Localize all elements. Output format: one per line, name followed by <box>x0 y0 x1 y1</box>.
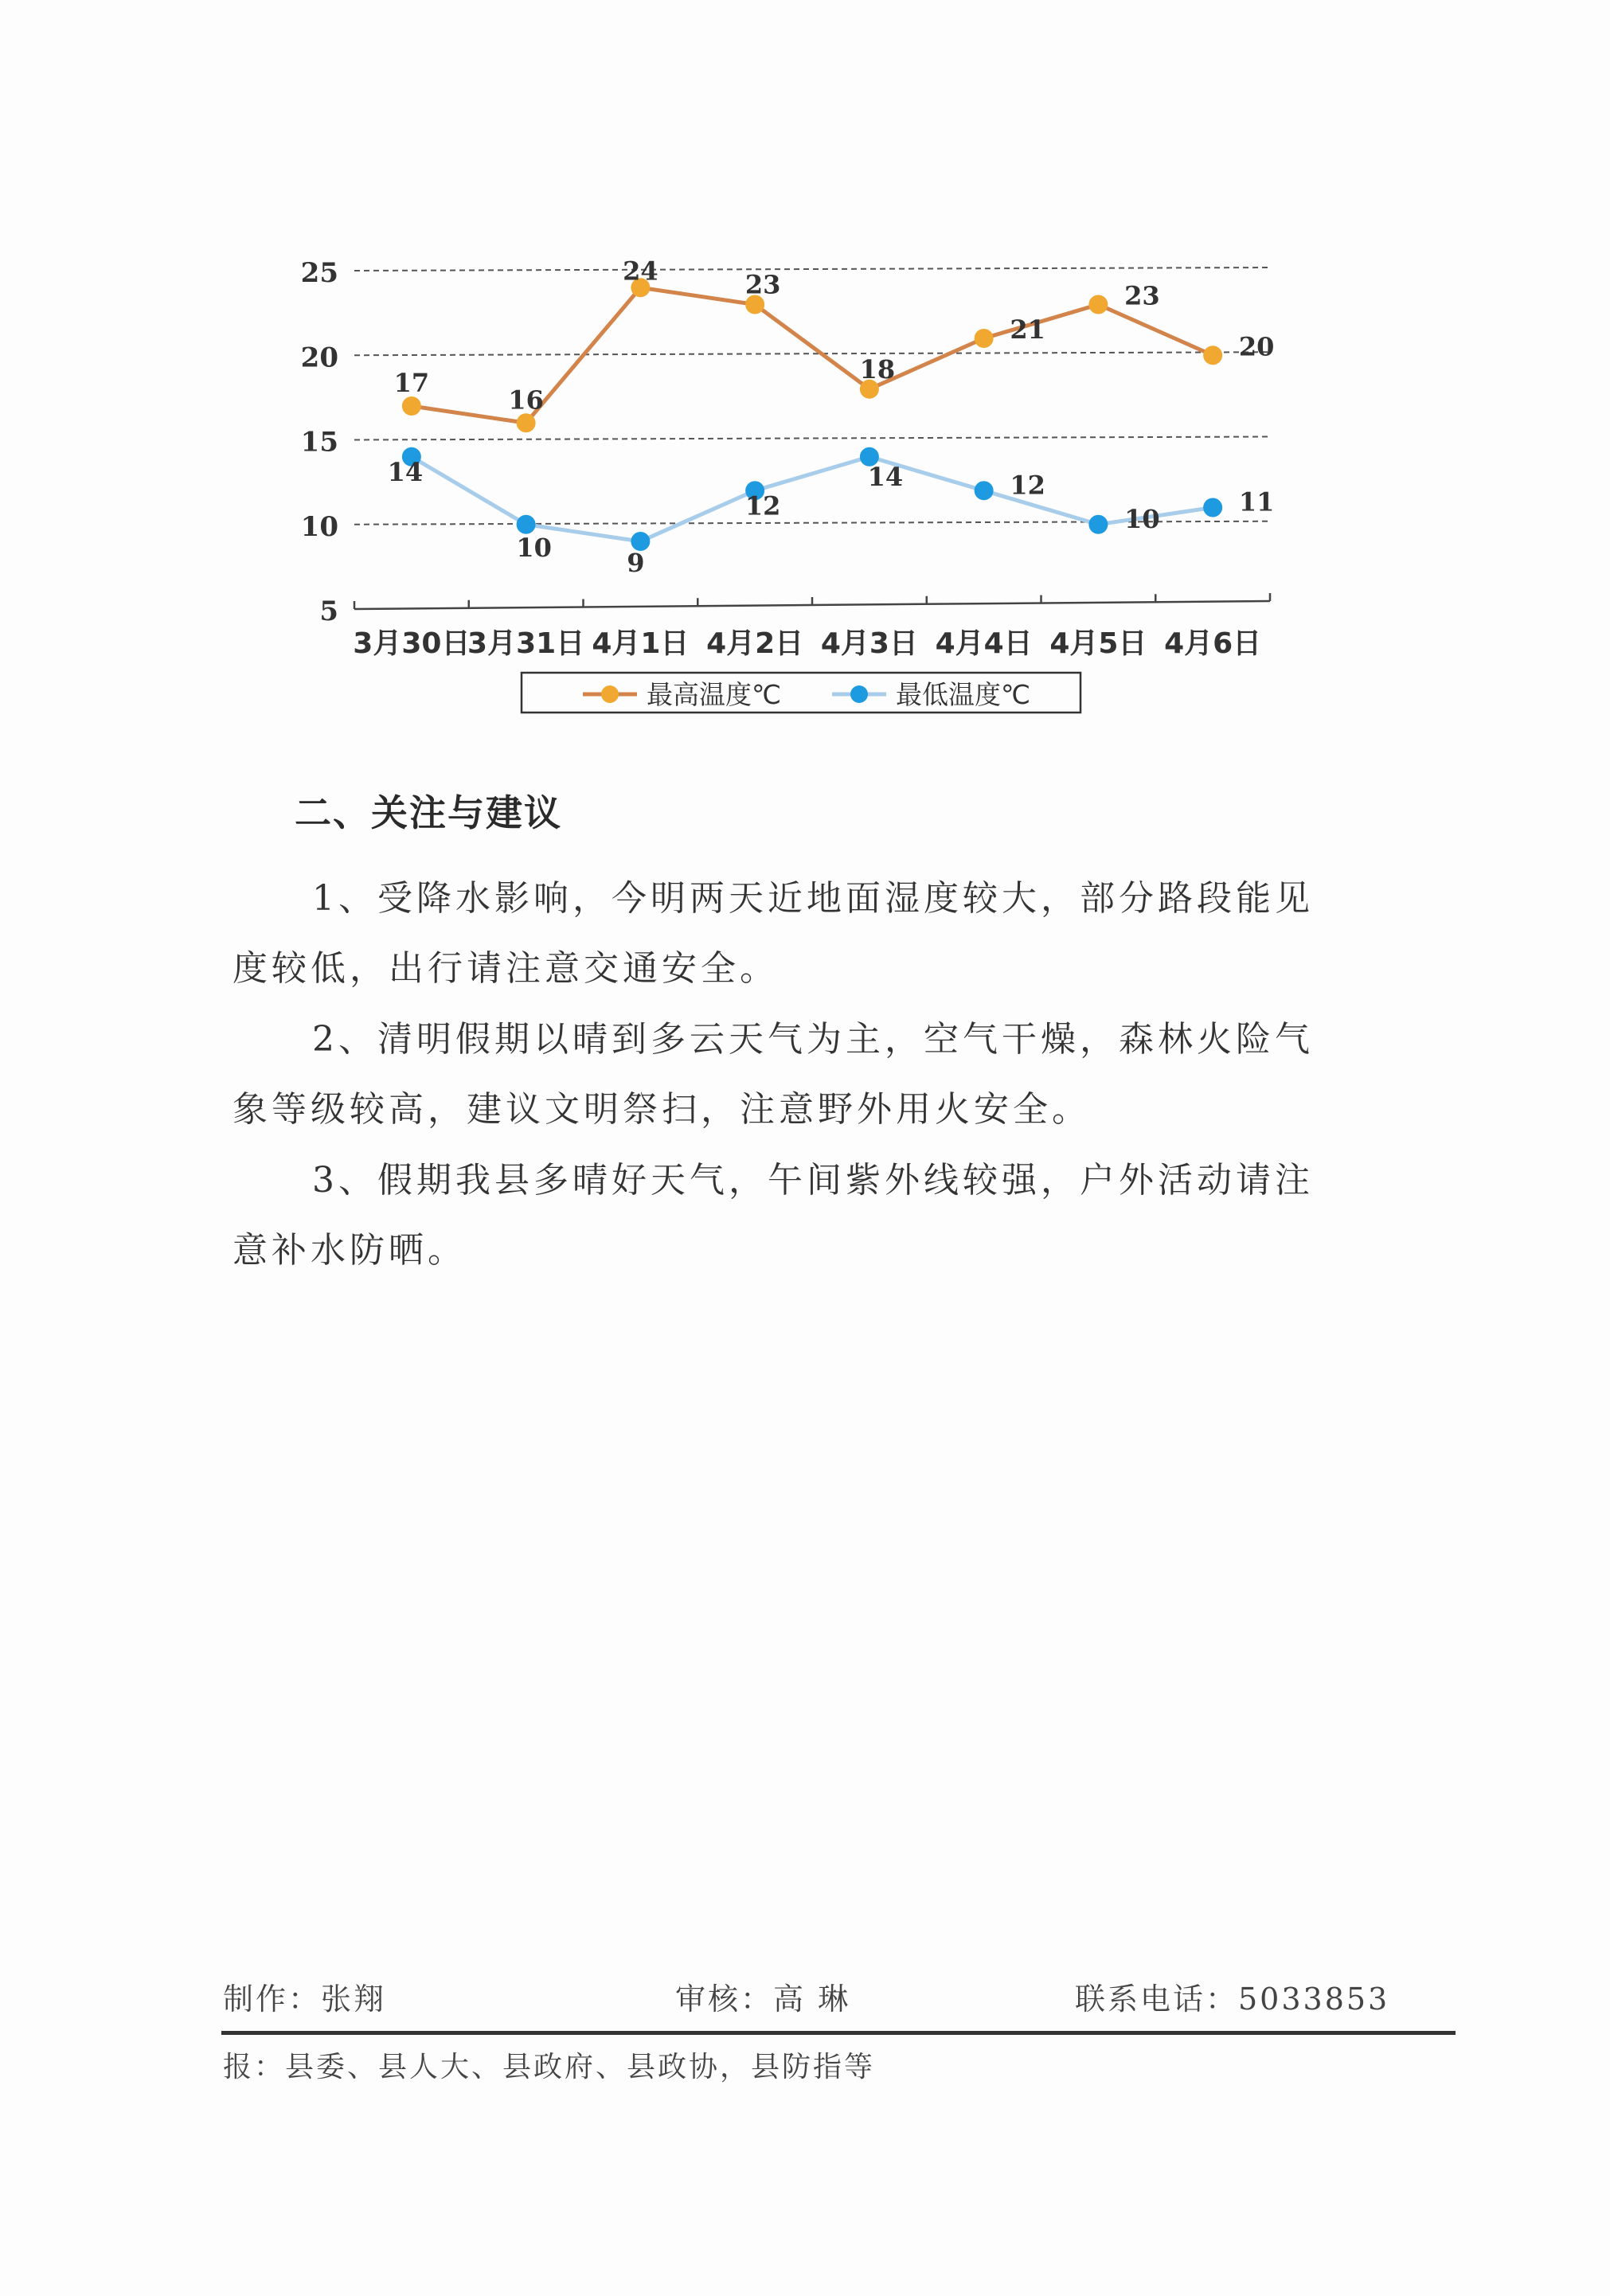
chart-x-axis <box>354 593 1270 609</box>
data-point <box>517 413 536 432</box>
legend-label: 最低温度℃ <box>896 679 1031 710</box>
footer-report-to: 报：县委、县人大、县政府、县政协，县防指等 <box>223 2051 876 2083</box>
legend-swatch-marker <box>601 685 619 703</box>
data-label: 12 <box>1010 470 1045 501</box>
y-tick-label: 5 <box>319 595 338 627</box>
data-point <box>1203 498 1222 517</box>
gridline <box>354 352 1270 355</box>
data-label: 11 <box>1238 486 1275 517</box>
footer-contact: 联系电话：5033853 <box>1075 1982 1390 2017</box>
data-label: 17 <box>393 368 430 398</box>
footer-reviewer: 审核：高 琳 <box>675 1982 851 2017</box>
section-heading: 二、关注与建议 <box>295 791 562 834</box>
data-point <box>402 396 421 416</box>
gridline <box>354 267 1270 271</box>
chart-x-ticks <box>353 627 1261 660</box>
data-label: 14 <box>867 461 904 492</box>
x-tick-label: 4月5日 <box>1049 627 1147 660</box>
temperature-line-chart <box>0 0 1610 732</box>
data-label: 24 <box>623 256 658 287</box>
legend-label: 最高温度℃ <box>647 679 782 710</box>
advice-paragraph-2: 2、清明假期以晴到多云天气为主，空气干燥，森林火险气象等级较高，建议文明祭扫，注意野外用火安全。 <box>233 1019 1314 1130</box>
data-label: 9 <box>627 548 645 578</box>
x-tick-label: 3月30日 <box>353 627 471 660</box>
y-tick-label: 20 <box>300 342 338 374</box>
x-tick-label: 4月6日 <box>1164 627 1262 660</box>
y-tick-label: 10 <box>300 510 338 543</box>
data-label: 21 <box>1010 314 1045 345</box>
x-tick-label: 4月4日 <box>935 627 1033 660</box>
footer-maker: 制作：张翔 <box>223 1982 387 2017</box>
data-label: 16 <box>508 385 544 416</box>
gridline <box>354 437 1270 440</box>
chart-y-ticks <box>301 257 338 627</box>
data-point <box>975 481 994 500</box>
chart-legend <box>522 673 1080 713</box>
data-point <box>517 515 536 534</box>
data-label: 20 <box>1238 331 1275 362</box>
data-label: 23 <box>1124 280 1160 311</box>
legend-swatch-marker <box>850 685 868 703</box>
data-point <box>975 329 994 348</box>
advice-paragraph-1: 1、受降水影响，今明两天近地面湿度较大，部分路段能见度较低，出行请注意交通安全。 <box>233 878 1314 989</box>
data-label: 14 <box>387 456 424 487</box>
data-point <box>1088 515 1108 534</box>
data-label: 23 <box>744 269 781 300</box>
data-point <box>1203 346 1222 365</box>
data-label: 10 <box>1124 503 1160 534</box>
data-label: 12 <box>744 490 781 521</box>
data-point <box>1088 295 1108 314</box>
x-tick-label: 4月2日 <box>706 627 804 660</box>
y-tick-label: 15 <box>300 426 338 459</box>
footer-divider <box>221 2031 1456 2035</box>
y-tick-label: 25 <box>300 257 338 289</box>
advice-paragraph-3: 3、假期我县多晴好天气，午间紫外线较强，户外活动请注意补水防晒。 <box>233 1160 1314 1271</box>
chart-series <box>388 256 1275 578</box>
x-tick-label: 4月3日 <box>820 627 918 660</box>
data-label: 10 <box>516 532 552 563</box>
x-tick-label: 3月31日 <box>467 627 585 660</box>
x-tick-label: 4月1日 <box>592 627 690 660</box>
data-label: 18 <box>859 353 896 385</box>
